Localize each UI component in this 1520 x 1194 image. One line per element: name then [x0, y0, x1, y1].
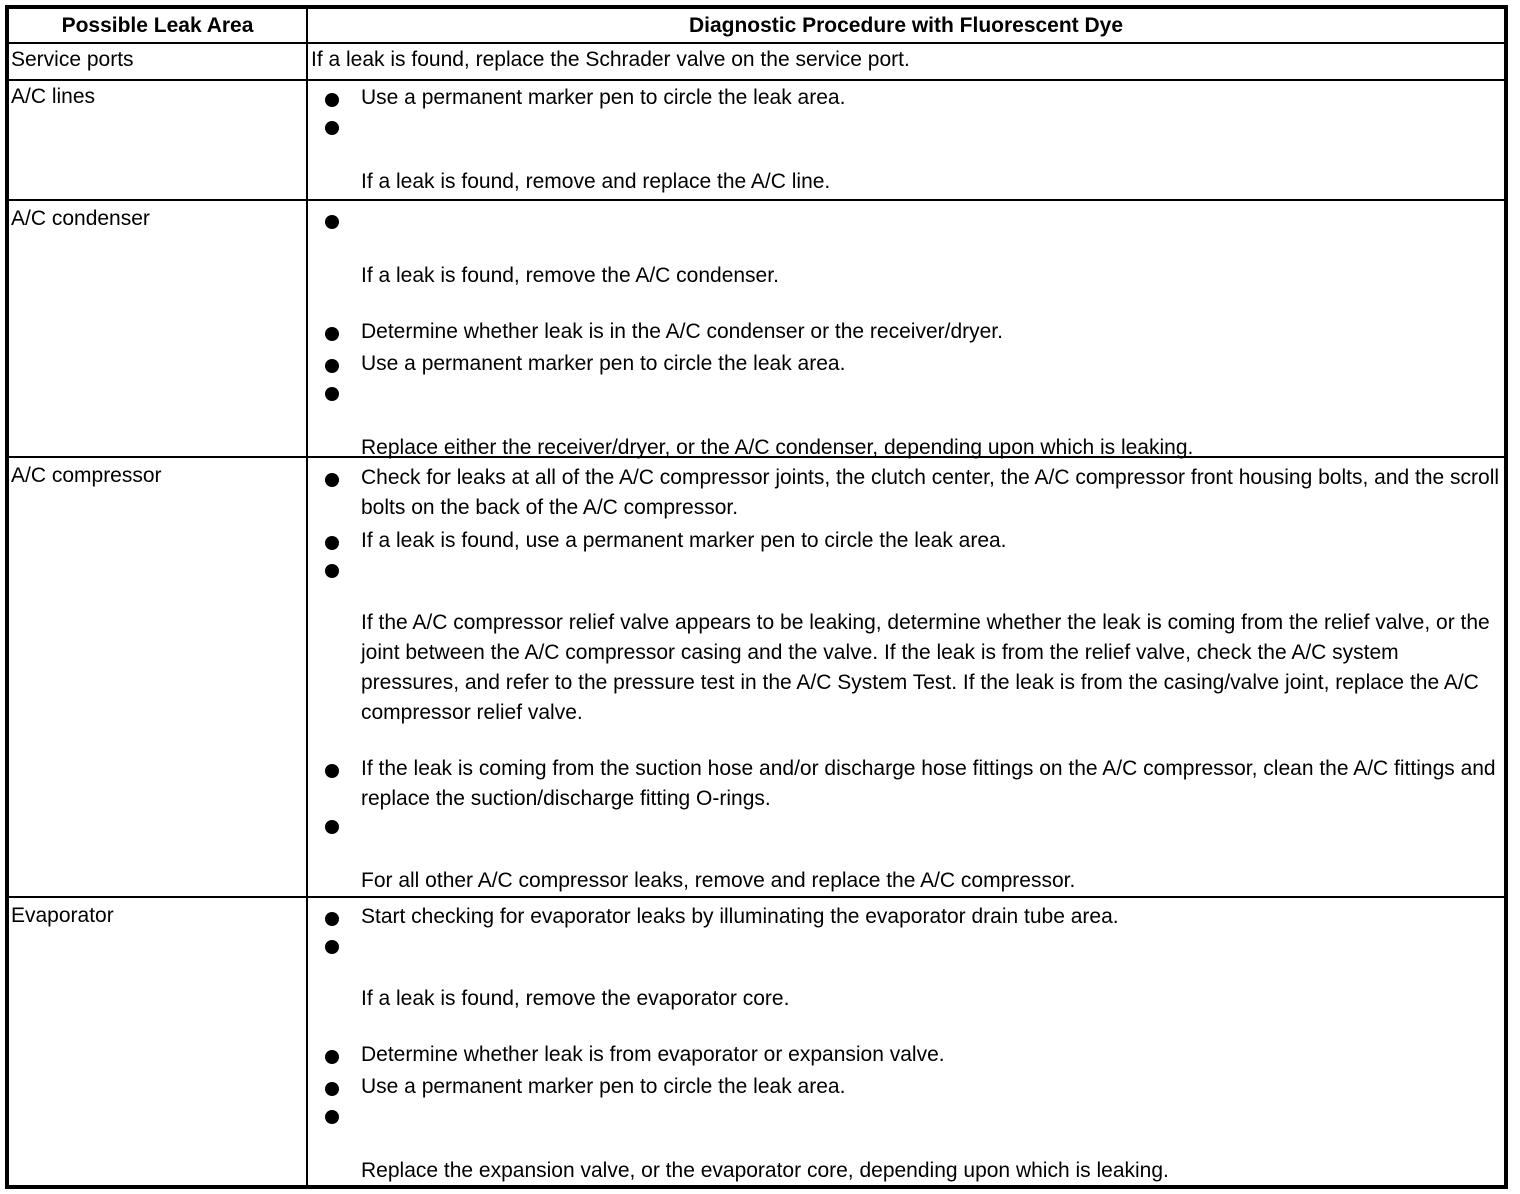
- bullet-icon: [325, 327, 339, 341]
- bullet-icon: [325, 564, 339, 578]
- table-row-service-ports: [9, 42, 1504, 79]
- procedure-cell: [311, 201, 1500, 459]
- procedure-cell: [311, 81, 1500, 199]
- procedure-cell: [311, 48, 1500, 72]
- procedure-cell: [311, 458, 1500, 896]
- header-possible-leak-area: Possible Leak Area: [61, 13, 254, 37]
- bullet-icon: [325, 536, 339, 550]
- header-diagnostic-procedure: Diagnostic Procedure with Fluorescent Dye: [688, 13, 1124, 37]
- leak-area-cell: A/C lines: [11, 85, 96, 108]
- bullet-icon: [325, 387, 339, 401]
- bullet-icon: [325, 764, 339, 778]
- bullet-icon: [325, 93, 339, 107]
- leak-area-cell: A/C compressor: [11, 464, 162, 487]
- list-item-text: Replace either the receiver/dryer, or the A/C condenser, depending upon which is leaking.: [361, 436, 1194, 459]
- bullet-icon: [325, 215, 339, 229]
- list-item-text: Start checking for evaporator leaks by illuminating the evaporator drain tube area.: [361, 905, 1119, 928]
- bullet-icon: [325, 359, 339, 373]
- header-row: [9, 9, 1504, 42]
- bullet-icon: [325, 1110, 339, 1124]
- list-item-text: Use a permanent marker pen to circle the leak area.: [361, 352, 846, 375]
- leak-diagnosis-table: [5, 5, 1508, 1189]
- list-item-text: If a leak is found, use a permanent marker pen to circle the leak area.: [361, 529, 1007, 552]
- list-item-text: If a leak is found, remove the A/C condenser.: [361, 264, 779, 287]
- list-item-text: Replace the expansion valve, or the evaporator core, depending upon which is leaking.: [361, 1159, 1169, 1182]
- leak-area-cell: Service ports: [11, 48, 134, 71]
- bullet-icon: [325, 1082, 339, 1096]
- bullet-icon: [325, 1050, 339, 1064]
- list-item-text: Determine whether leak is from evaporator or expansion valve.: [361, 1043, 945, 1066]
- list-item-text: If a leak is found, remove the evaporator core.: [361, 987, 790, 1010]
- bullet-icon: [325, 940, 339, 954]
- leak-area-cell: A/C condenser: [11, 207, 150, 230]
- list-item-text: If the leak is coming from the suction hose and/or discharge hose fittings on the A/C compressor, clean the A/C fittings and replace the suction/discharge fitting O-rings.: [361, 757, 1496, 810]
- list-item-text: If a leak is found, remove and replace the A/C line.: [361, 170, 831, 193]
- table-row-ac-compressor: [9, 456, 1504, 896]
- table-row-ac-lines: [9, 79, 1504, 199]
- leak-area-cell: Evaporator: [11, 904, 114, 927]
- list-item-text: Check for leaks at all of the A/C compressor joints, the clutch center, the A/C compressor front housing bolts, and the scroll bolts on the back of the A/C compressor.: [361, 466, 1500, 519]
- bullet-icon: [325, 473, 339, 487]
- list-item-text: If the A/C compressor relief valve appears to be leaking, determine whether the leak is coming from the relief valve, or the joint between the A/C compressor casing and the valve. If the leak is from the relief valve, check the A/C system pressures, and refer to the pressure test in the A/C System Test. If the leak is from the casing/valve joint, replace the A/C compressor relief valve.: [361, 611, 1490, 724]
- procedure-text: If a leak is found, replace the Schrader valve on the service port.: [311, 48, 910, 71]
- procedure-cell: [311, 898, 1500, 1187]
- bullet-icon: [325, 912, 339, 926]
- list-item-text: Determine whether leak is in the A/C condenser or the receiver/dryer.: [361, 320, 1003, 343]
- list-item-text: Use a permanent marker pen to circle the leak area.: [361, 86, 846, 109]
- bullet-icon: [325, 121, 339, 135]
- bullet-icon: [325, 820, 339, 834]
- table-row-evaporator: [9, 896, 1504, 1187]
- list-item-text: For all other A/C compressor leaks, remove and replace the A/C compressor.: [361, 869, 1076, 892]
- list-item-text: Use a permanent marker pen to circle the leak area.: [361, 1075, 846, 1098]
- table-row-ac-condenser: [9, 199, 1504, 459]
